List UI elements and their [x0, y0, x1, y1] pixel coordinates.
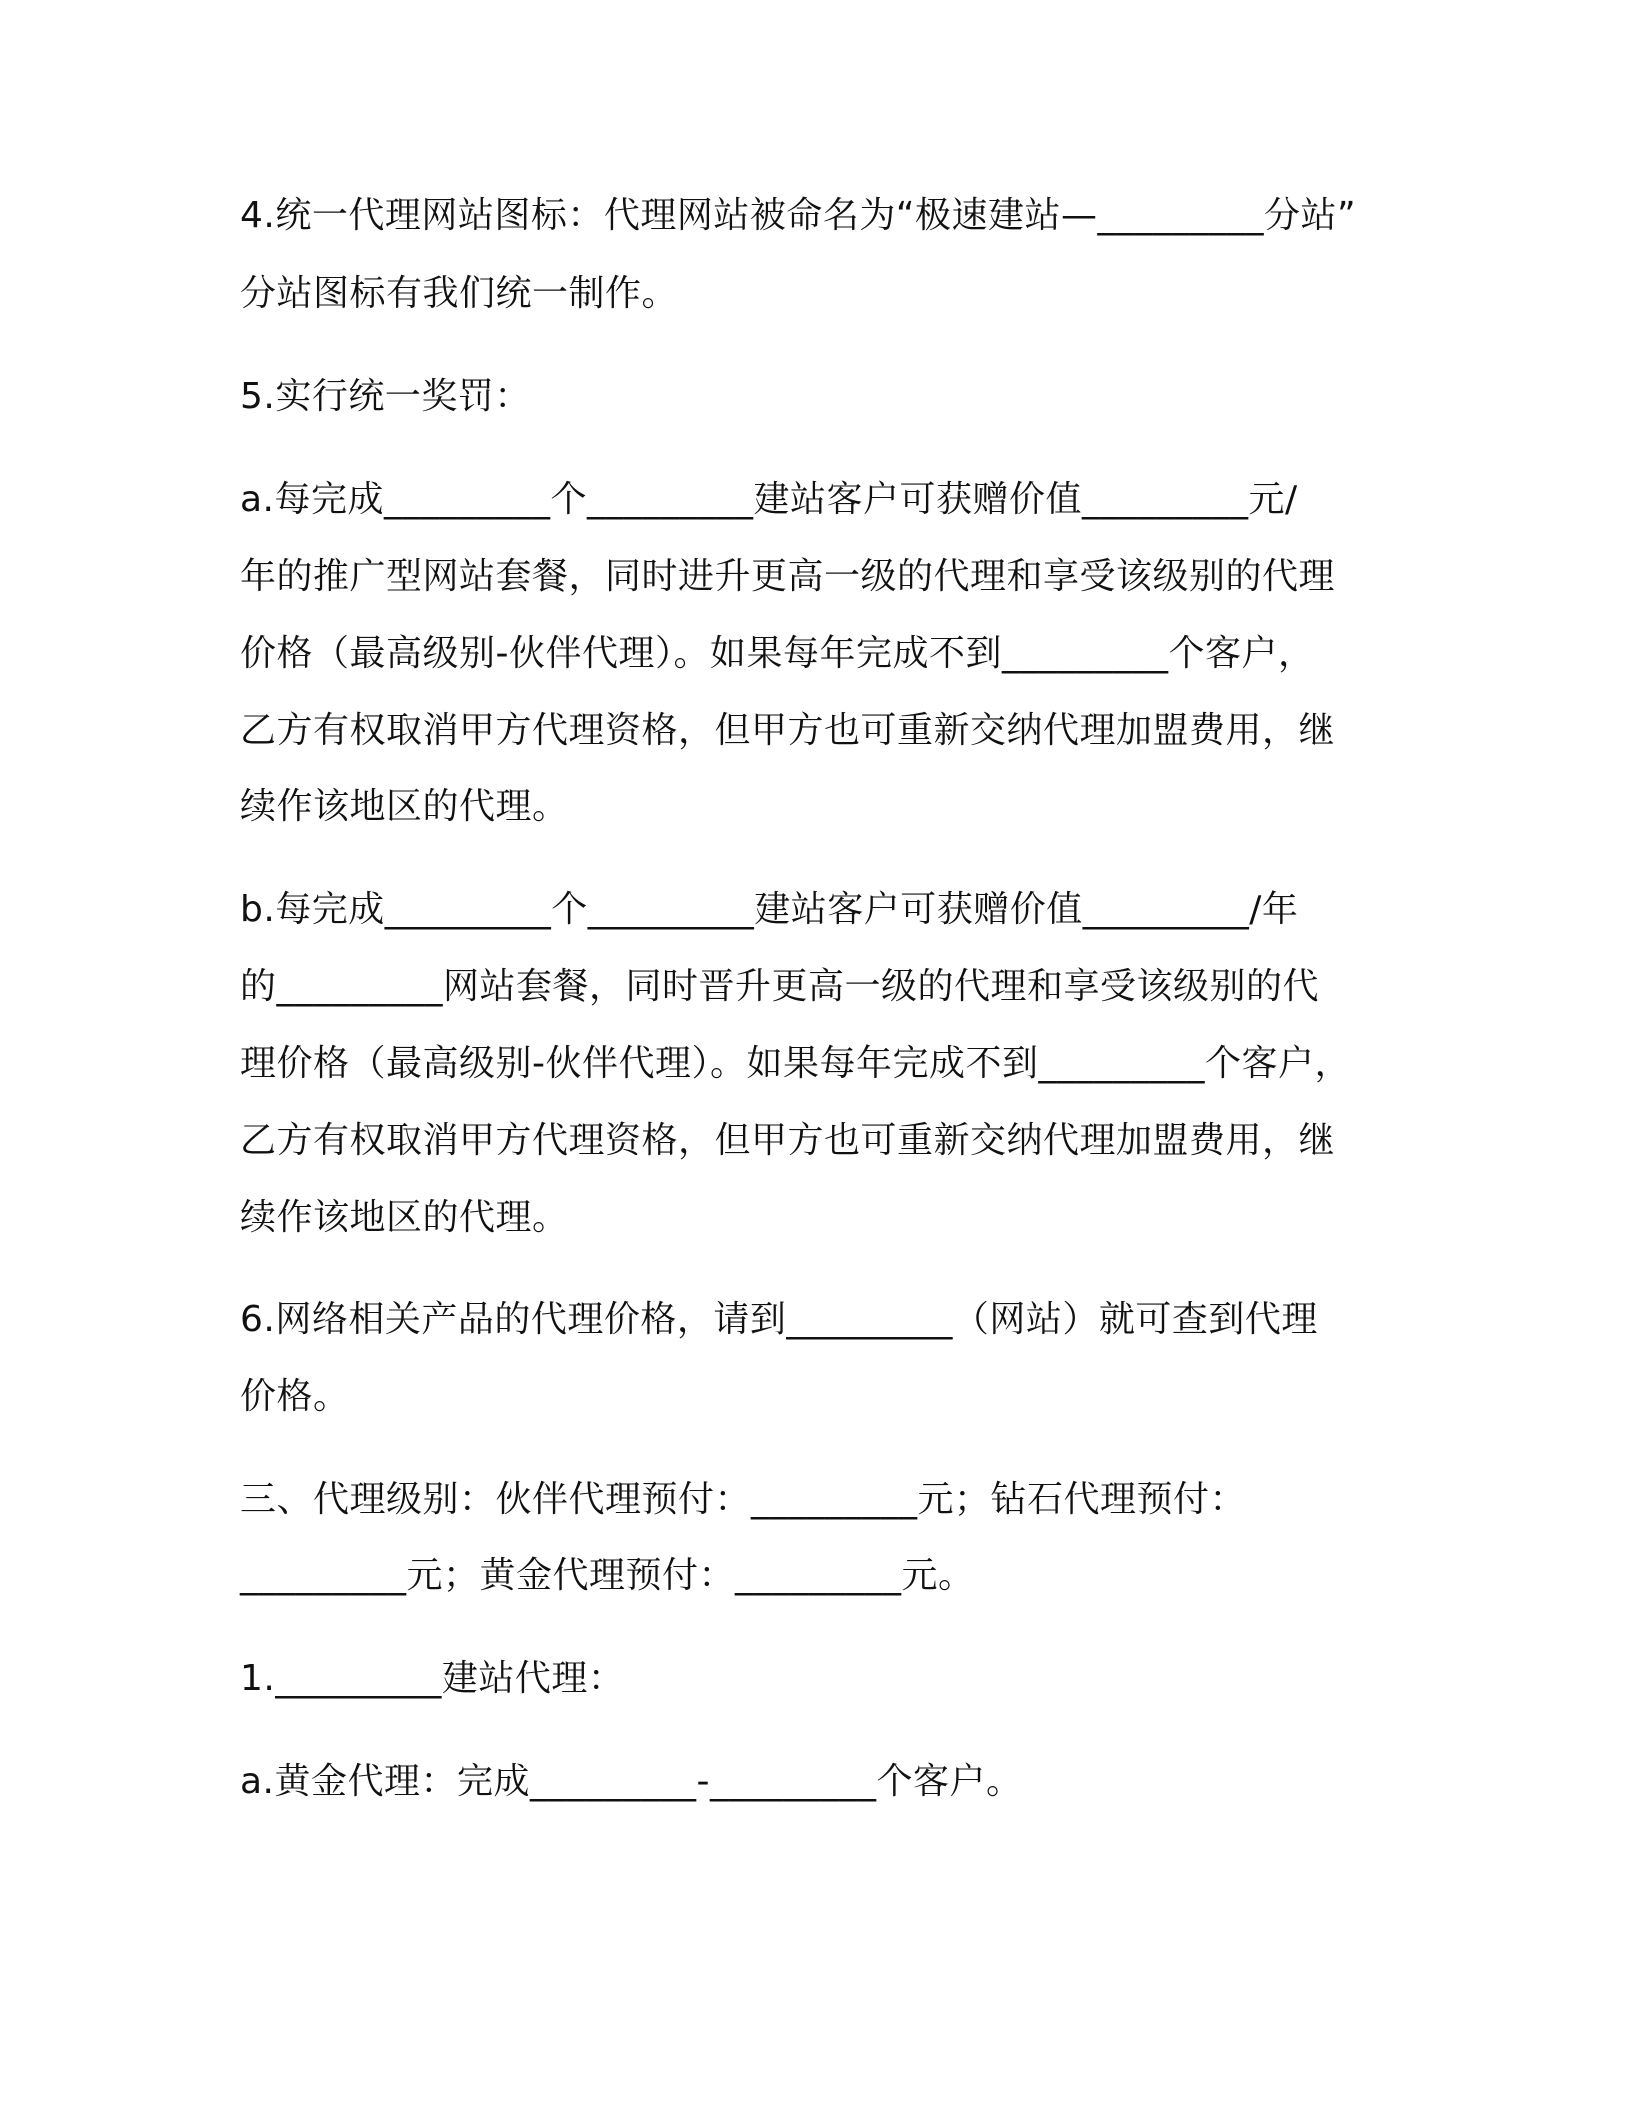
clause-4-line-2: 分站图标有我们统一制作。 [240, 273, 679, 314]
clause-5b-line-2: 的_________网站套餐，同时晋升更高一级的代理和享受该级别的代 [240, 966, 1320, 1007]
clause-5a-line-5: 续作该地区的代理。 [240, 786, 569, 827]
clause-5-heading: 5.实行统一奖罚： [240, 376, 531, 417]
clause-5b-line-3: 理价格（最高级别-伙伴代理）。如果每年完成不到_________个客户， [240, 1043, 1351, 1084]
clause-5b-line-4: 乙方有权取消甲方代理资格，但甲方也可重新交纳代理加盟费用，继 [240, 1120, 1336, 1161]
clause-5a-line-4: 乙方有权取消甲方代理资格，但甲方也可重新交纳代理加盟费用，继 [240, 710, 1336, 751]
section-3-line-1: 三、代理级别：伙伴代理预付：_________元；钻石代理预付： [240, 1479, 1247, 1520]
clause-6-line-2: 价格。 [240, 1376, 350, 1417]
document-page [240, 0, 1420, 2112]
clause-6-line-1: 6.网络相关产品的代理价格，请到_________（网站）就可查到代理 [240, 1299, 1318, 1340]
section-3-line-2: _________元；黄金代理预付：_________元。 [240, 1555, 975, 1596]
clause-5a-line-1: a.每完成_________个_________建站客户可获赠价值_________元/ [240, 479, 1298, 520]
clause-5b-line-1: b.每完成_________个_________建站客户可获赠价值_________/年 [240, 889, 1299, 930]
clause-5b-line-5: 续作该地区的代理。 [240, 1197, 569, 1238]
clause-4-line-1: 4.统一代理网站图标：代理网站被命名为“极速建站—_________分站” [240, 195, 1357, 236]
item-1a-line: a.黄金代理：完成_________-_________个客户。 [240, 1761, 1023, 1802]
item-1-heading: 1._________建站代理： [240, 1658, 625, 1699]
clause-5a-line-3: 价格（最高级别-伙伴代理）。如果每年完成不到_________个客户， [240, 633, 1315, 674]
clause-5a-line-2: 年的推广型网站套餐，同时进升更高一级的代理和享受该级别的代理 [240, 556, 1336, 597]
